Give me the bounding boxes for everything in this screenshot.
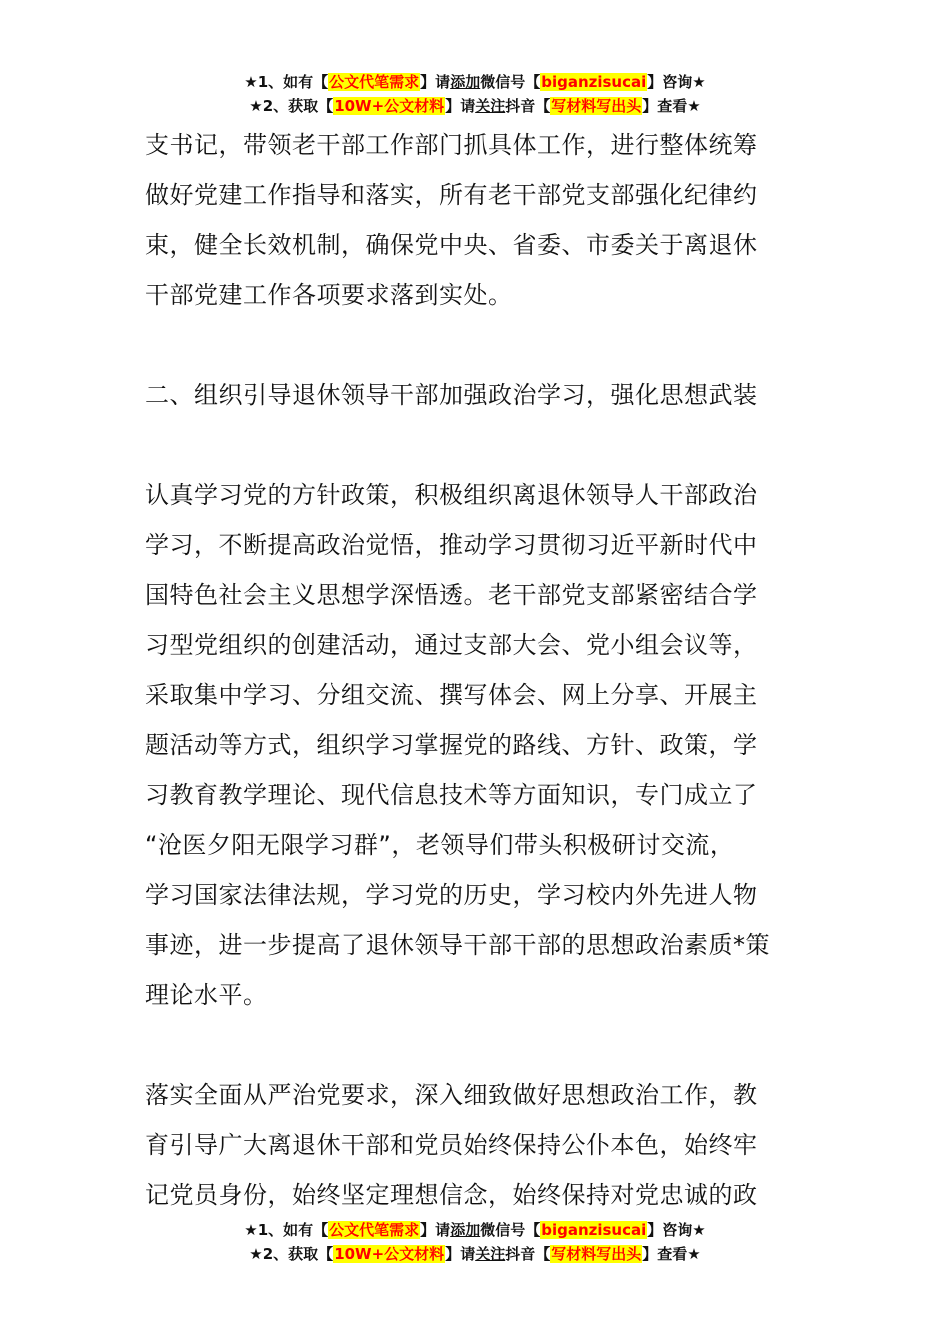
text-line: 学习国家法律法规，学习党的历史，学习校内外先进人物	[145, 881, 758, 909]
banner-underline: 添加	[450, 73, 481, 91]
banner-line-1	[0, 1218, 950, 1242]
banner-text: 微信号【	[480, 1221, 541, 1239]
text-line: “沧医夕阳无限学习群”，老领导们带头积极研讨交流，	[145, 831, 735, 859]
section-heading	[145, 370, 815, 420]
banner-text: ★2、获取【	[249, 1245, 334, 1263]
text-line: 做好党建工作指导和落实，所有老干部党支部强化纪律约	[145, 181, 758, 209]
text-line: 国特色社会主义思想学深悟透。老干部党支部紧密结合学	[145, 581, 758, 609]
banner-underline: 关注	[475, 97, 506, 115]
banner-text: 】查看★	[642, 1245, 701, 1263]
text-line: 支书记，带领老干部工作部门抓具体工作，进行整体统筹	[145, 131, 758, 159]
footer-banner	[0, 1218, 950, 1266]
header-banner	[0, 70, 950, 118]
text-line: 认真学习党的方针政策，积极组织离退休领导人干部政治	[145, 481, 758, 509]
paragraph-gap	[145, 420, 815, 470]
banner-highlight: 公文代笔需求	[329, 1221, 420, 1239]
banner-underline: 关注	[475, 1245, 506, 1263]
banner-text: ★1、如有【	[244, 1221, 329, 1239]
banner-text: 】咨询★	[647, 1221, 706, 1239]
heading-line: 二、组织引导退休领导干部加强政治学习，强化思想武装	[145, 381, 758, 409]
banner-underline: 添加	[450, 1221, 481, 1239]
paragraph	[145, 1070, 815, 1220]
text-line: 记党员身份，始终坚定理想信念，始终保持对党忠诚的政	[145, 1181, 758, 1209]
text-line: 习型党组织的创建活动，通过支部大会、党小组会议等，	[145, 631, 758, 659]
text-line: 事迹，进一步提高了退休领导干部干部的思想政治素质*策	[145, 931, 770, 959]
banner-text: 】请	[420, 73, 451, 91]
banner-highlight: 10W+公文材料	[334, 97, 445, 115]
banner-highlight: 写材料写出头	[551, 1245, 642, 1263]
text-line: 理论水平。	[145, 981, 268, 1009]
text-line: 采取集中学习、分组交流、撰写体会、网上分享、开展主	[145, 681, 758, 709]
banner-text: 微信号【	[480, 73, 541, 91]
text-line: 束，健全长效机制，确保党中央、省委、市委关于离退休	[145, 231, 758, 259]
banner-line-2	[0, 94, 950, 118]
banner-text: 】咨询★	[647, 73, 706, 91]
text-line: 题活动等方式，组织学习掌握党的路线、方针、政策，学	[145, 731, 758, 759]
text-line: 育引导广大离退休干部和党员始终保持公仆本色，始终牢	[145, 1131, 758, 1159]
banner-text: 】请	[420, 1221, 451, 1239]
banner-text: 抖音【	[505, 97, 551, 115]
paragraph-gap	[145, 1020, 815, 1070]
text-line: 干部党建工作各项要求落到实处。	[145, 281, 513, 309]
banner-text: 】请	[445, 97, 476, 115]
banner-highlight: 写材料写出头	[551, 97, 642, 115]
text-line: 习教育教学理论、现代信息技术等方面知识，专门成立了	[145, 781, 758, 809]
banner-text: 】请	[445, 1245, 476, 1263]
banner-highlight: 公文代笔需求	[329, 73, 420, 91]
banner-line-2	[0, 1242, 950, 1266]
text-line: 学习，不断提高政治觉悟，推动学习贯彻习近平新时代中	[145, 531, 758, 559]
document-body	[145, 120, 815, 1220]
paragraph	[145, 120, 815, 320]
banner-text: ★1、如有【	[244, 73, 329, 91]
text-line: 落实全面从严治党要求，深入细致做好思想政治工作，教	[145, 1081, 758, 1109]
banner-highlight: biganzisucai	[541, 1221, 647, 1239]
banner-highlight: biganzisucai	[541, 73, 647, 91]
banner-text: 抖音【	[505, 1245, 551, 1263]
banner-text: ★2、获取【	[249, 97, 334, 115]
banner-text: 】查看★	[642, 97, 701, 115]
paragraph	[145, 470, 815, 1020]
banner-highlight: 10W+公文材料	[334, 1245, 445, 1263]
paragraph-gap	[145, 320, 815, 370]
banner-line-1	[0, 70, 950, 94]
